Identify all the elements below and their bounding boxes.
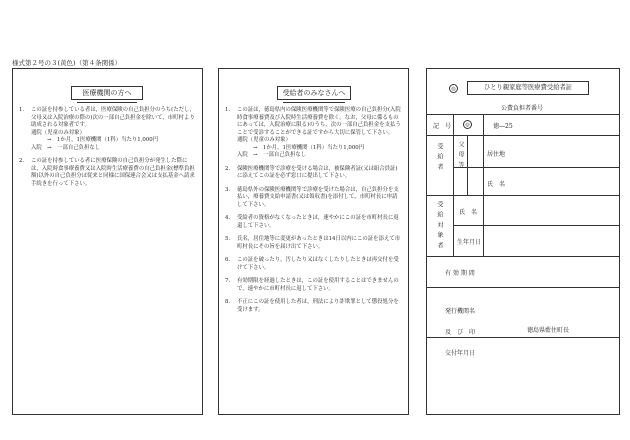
item-number: 1. [225, 107, 231, 113]
item-text [237, 299, 402, 314]
issue-date-label: 交付年月日 [445, 350, 476, 357]
certificate-title: ひとり親家庭等医療費受給者証 [467, 81, 589, 95]
record-seal-icon: ◎ [463, 120, 472, 129]
item-text [237, 236, 402, 251]
item-text [31, 107, 196, 152]
item-number: 7. [225, 278, 231, 284]
issuer-value: 徳島県藍住町長 [527, 327, 570, 334]
item-line: 入院 → 一部自己負担なし [237, 152, 307, 158]
target-name-label: 氏 名 [459, 209, 478, 216]
divider [483, 114, 484, 135]
item-line: → 1か月，1医療機関（1科）当たり1,000円 [253, 144, 365, 151]
list-item [225, 107, 402, 160]
divider [453, 225, 619, 226]
divider [427, 114, 619, 115]
divider [467, 135, 468, 195]
parent-label: 父母等 [457, 141, 464, 172]
item-text [237, 278, 402, 293]
item-text [237, 187, 402, 210]
certificate-card [426, 68, 620, 415]
list-item [19, 107, 196, 152]
issuer-label: 発行機関名 [445, 308, 476, 315]
recipient-group-label: 受給者 [436, 143, 443, 174]
item-text [237, 257, 402, 272]
item-line: 徳島県外の保険医療機関等で診療を受けた場合は，自己負担分を支払い，療養費支給申請書(又は領収書)を添付して，市町村長に申請して下さい。 [237, 186, 399, 208]
list-item [19, 158, 196, 188]
item-line: 通院（児童のみ対象） [31, 129, 85, 136]
item-line: → 1か月，1医療機関（1科）当たり1,000円 [47, 137, 159, 143]
item-number: 1. [19, 107, 25, 113]
recipient-name-label: 氏 名 [487, 181, 506, 188]
item-line: この証を持参している者に医療保険の自己負担分が発生した際には，入院時食事療養費又は入院時生活療養費の自己負担金(標準負担額)以外の自己負担分は従来と同様に国保連合会又は支払基金へ請求手続きを行って下さい。 [31, 158, 195, 187]
address-label: 居住地 [487, 151, 506, 158]
item-line: 受給者の資格がなくなったときは，速やかにこの証を市町村長に返還して下さい。 [237, 215, 399, 229]
medical-institution-notes [19, 107, 196, 194]
item-line: この証を破ったり，汚したり又はなくしたりしたときは再交付を受けて下さい。 [237, 257, 399, 271]
divider [427, 256, 619, 257]
list-item [225, 166, 402, 181]
validity-label: 有 効 期 間 [445, 270, 475, 277]
record-value: 徳―25 [493, 123, 513, 130]
item-line: 通院（児童のみ対象） [237, 137, 291, 143]
divider [453, 114, 454, 256]
recipient-notice-panel [218, 68, 409, 415]
issuer-seal-label: 及 び 印 [445, 329, 476, 336]
item-number: 2. [225, 165, 231, 172]
divider [427, 195, 619, 196]
medical-institution-panel [12, 68, 203, 415]
item-text [237, 215, 402, 230]
divider [483, 135, 484, 256]
divider [427, 337, 619, 338]
header-underline [77, 102, 137, 103]
item-number: 5. [225, 236, 231, 242]
header-underline [283, 102, 345, 103]
seal-circle-icon: ◎ [449, 84, 458, 93]
item-number: 3. [225, 186, 231, 193]
item-line: 不正にこの証を使用した者は，刑法により詐欺罪として懲役処分を受けます。 [237, 299, 399, 313]
item-text [237, 107, 402, 160]
divider [453, 167, 619, 168]
recipient-notice-header: 受給者のみなさんへ [277, 86, 351, 100]
item-line: 有効期限を経過したときは，この証を使用することはできませんので，速やかに市町村長に返して下さい。 [237, 278, 399, 292]
item-line: 入院 → 一部自己負担なし [31, 144, 101, 151]
item-line: この証は，徳島県内の保険医療機関等で保険医療の自己負担分(入院時食事療養費及び入院時生活療養費を除く。なお，父母に係るものにあっては，入院治療に限る)のうち，次の一部自己負担金を支払うことで受診することができる証ですから大切に保管して下さい。 [237, 107, 401, 136]
record-label: 記 号 [433, 123, 452, 130]
recipient-notice-items [225, 107, 402, 320]
insurer-number-label: 公費負担者番号 [501, 105, 544, 112]
list-item [225, 236, 402, 251]
target-group-label: 受給対象者 [436, 201, 443, 252]
medical-institution-header: 医療機関の方へ [71, 86, 143, 100]
item-number: 6. [225, 257, 231, 263]
list-item [225, 299, 402, 314]
item-line: 氏名，居住地等に変更があったときは14日以内にこの証を添えて市町村長にその旨を届け出て下さい。 [237, 236, 401, 250]
item-text [237, 166, 402, 181]
item-line: 保険医療機関等で診療を受ける場合は，被保険者証(又は組合員証)に添えてこの証を必ず窓口に提出して下さい。 [237, 165, 398, 179]
item-line: この証を持参している者は，医療保険の自己負担分のうち(ただし，父母又は入院治療の際の)次の一部自己負担金を除いて，市町村より助成される対象者です。 [31, 107, 195, 128]
item-number: 8. [225, 299, 231, 305]
dob-label: 生年月日 [457, 239, 482, 246]
divider [427, 287, 619, 288]
item-text [31, 158, 196, 188]
list-item [225, 215, 402, 230]
item-number: 2. [19, 158, 25, 164]
form-id: 様式第２号の３(黄色)（第４条関係） [12, 59, 122, 67]
list-item [225, 187, 402, 210]
divider [427, 135, 619, 136]
item-number: 4. [225, 215, 231, 221]
list-item [225, 278, 402, 293]
list-item [225, 257, 402, 272]
